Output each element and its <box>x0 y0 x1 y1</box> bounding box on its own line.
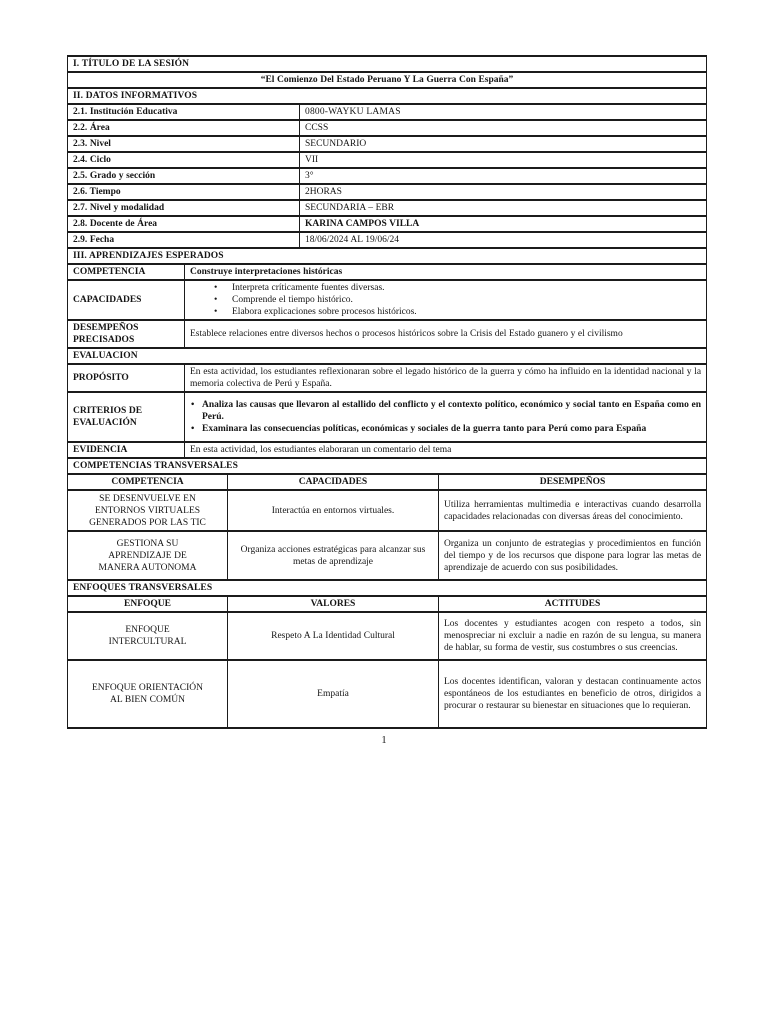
list-item <box>214 294 701 306</box>
column-header-valores: VALORES <box>228 596 439 612</box>
section-1-heading: I. TÍTULO DE LA SESIÓN <box>68 56 707 72</box>
column-header-competencia: COMPETENCIA <box>68 474 228 490</box>
fecha-value: 18/06/2024 AL 19/06/24 <box>300 232 707 248</box>
table-row <box>68 264 707 280</box>
table-row <box>68 168 707 184</box>
column-header-desempenos: DESEMPEÑOS <box>439 474 707 490</box>
tiempo-value: 2HORAS <box>300 184 707 200</box>
competencia-transversal-cell <box>68 490 228 531</box>
institucion-educativa-label: 2.1. Institución Educativa <box>68 104 300 120</box>
valores-cell: Empatía <box>228 660 439 728</box>
table-header-row <box>68 474 707 490</box>
criterios-evaluacion-label: CRITERIOS DE EVALUACIÓN <box>68 392 185 442</box>
enfoque-cell <box>68 612 228 660</box>
list-item <box>191 423 701 435</box>
table-row <box>68 136 707 152</box>
area-label: 2.2. Área <box>68 120 300 136</box>
table-row <box>68 392 707 442</box>
competencia-value: Construye interpretaciones históricas <box>185 264 707 280</box>
competencia-transversal-cell <box>68 531 228 580</box>
competencias-transversales-heading: COMPETENCIAS TRANSVERSALES <box>68 458 707 474</box>
bullet-icon: • <box>191 424 195 434</box>
institucion-educativa-value: 0800-WAYKU LAMAS <box>300 104 707 120</box>
actitudes-cell: Los docentes y estudiantes acogen con respeto a todos, sin menospreciar ni excluir a nadie en razón de su lengua, su manera de hablar, su forma de vestir, sus costumbres o sus creencias. <box>439 612 707 660</box>
criterios-item-text: Examinara las consecuencias políticas, económicas y sociales de la guerra tanto para Perú como para España <box>202 424 647 434</box>
table-row <box>68 490 707 531</box>
criterios-list <box>190 399 701 435</box>
grado-seccion-value: 3° <box>300 168 707 184</box>
column-header-actitudes: ACTITUDES <box>439 596 707 612</box>
bullet-icon: • <box>214 283 218 293</box>
table-row <box>68 120 707 136</box>
area-value: CCSS <box>300 120 707 136</box>
table-row <box>68 612 707 660</box>
nivel-modalidad-value: SECUNDARIA – EBR <box>300 200 707 216</box>
capacidades-cell <box>185 280 707 320</box>
enfoques-transversales-heading: ENFOQUES TRANSVERSALES <box>68 580 707 596</box>
desempeno-transversal-cell: Utiliza herramientas multimedia e interactivas cuando desarrolla capacidades relacionadas con diversas áreas del conocimiento. <box>439 490 707 531</box>
list-item <box>214 306 701 318</box>
column-header-capacidades: CAPACIDADES <box>228 474 439 490</box>
capacidad-transversal-cell: Interactúa en entornos virtuales. <box>228 490 439 531</box>
competencia-label: COMPETENCIA <box>68 264 185 280</box>
session-title: “El Comienzo Del Estado Peruano Y La Guerra Con España” <box>68 72 707 88</box>
competencia-transversal-text: SE DESENVUELVE EN ENTORNOS VIRTUALES GENERADOS POR LAS TIC <box>89 493 206 528</box>
table-row <box>68 200 707 216</box>
table-row <box>68 660 707 728</box>
criterios-item-text: Analiza las causas que llevaron al estallido del conflicto y el contexto político, económico y social tanto en España como en Perú. <box>202 400 702 422</box>
ciclo-label: 2.4. Ciclo <box>68 152 300 168</box>
evidencia-label: EVIDENCIA <box>68 442 185 458</box>
table-row <box>68 442 707 458</box>
table-header-row <box>68 596 707 612</box>
actitudes-cell: Los docentes identifican, valoran y destacan continuamente actos espontáneos de los estudiantes en beneficio de otros, dirigidos a procurar o restaurar su bienestar en situaciones que lo requieran. <box>439 660 707 728</box>
criterios-evaluacion-cell <box>185 392 707 442</box>
valores-cell: Respeto A La Identidad Cultural <box>228 612 439 660</box>
desempenos-precisados-value: Establece relaciones entre diversos hechos o procesos históricos sobre la Crisis del Estado guanero y el civilismo <box>185 320 707 348</box>
table-row <box>68 531 707 580</box>
proposito-value: En esta actividad, los estudiantes reflexionaran sobre el legado histórico de la guerra y cómo ha influido en la identidad nacional y la memoria colectiva de Perú y España. <box>185 364 707 392</box>
table-row <box>68 152 707 168</box>
ciclo-value: VII <box>300 152 707 168</box>
section-2-heading: II. DATOS INFORMATIVOS <box>68 88 707 104</box>
lesson-plan-table <box>67 55 707 729</box>
capacidades-item-text: Comprende el tiempo histórico. <box>232 295 353 305</box>
table-row <box>68 184 707 200</box>
table-row <box>68 104 707 120</box>
grado-seccion-label: 2.5. Grado y sección <box>68 168 300 184</box>
capacidades-item-text: Interpreta críticamente fuentes diversas. <box>232 283 385 293</box>
desempenos-precisados-label: DESEMPEÑOS PRECISADOS <box>68 320 185 348</box>
evidencia-value: En esta actividad, los estudiantes elaboraran un comentario del tema <box>185 442 707 458</box>
nivel-label: 2.3. Nivel <box>68 136 300 152</box>
bullet-icon: • <box>214 295 218 305</box>
capacidades-label: CAPACIDADES <box>68 280 185 320</box>
table-row <box>68 364 707 392</box>
capacidades-list <box>190 282 701 318</box>
enfoque-text: ENFOQUE INTERCULTURAL <box>108 625 187 647</box>
bullet-icon: • <box>191 400 195 410</box>
section-3-heading: III. APRENDIZAJES ESPERADOS <box>68 248 707 264</box>
enfoque-text: ENFOQUE ORIENTACIÓN AL BIEN COMÚN <box>91 683 204 705</box>
table-row <box>68 232 707 248</box>
proposito-label: PROPÓSITO <box>68 364 185 392</box>
page-number: 1 <box>381 735 387 746</box>
docente-value: KARINA CAMPOS VILLA <box>300 216 707 232</box>
table-row <box>68 320 707 348</box>
capacidad-transversal-cell: Organiza acciones estratégicas para alcanzar sus metas de aprendizaje <box>228 531 439 580</box>
enfoque-cell <box>68 660 228 728</box>
capacidades-item-text: Elabora explicaciones sobre procesos históricos. <box>232 307 417 317</box>
fecha-label: 2.9. Fecha <box>68 232 300 248</box>
evaluacion-heading: EVALUACION <box>68 348 707 364</box>
column-header-enfoque: ENFOQUE <box>68 596 228 612</box>
list-item <box>191 399 701 423</box>
nivel-modalidad-label: 2.7. Nivel y modalidad <box>68 200 300 216</box>
nivel-value: SECUNDARIO <box>300 136 707 152</box>
desempeno-transversal-cell: Organiza un conjunto de estrategias y procedimientos en función del tiempo y de los recursos que dispone para lograr las metas de aprendizaje de acuerdo con sus posibilidades. <box>439 531 707 580</box>
table-row <box>68 216 707 232</box>
list-item <box>214 282 701 294</box>
docente-label: 2.8. Docente de Área <box>68 216 300 232</box>
bullet-icon: • <box>214 307 218 317</box>
tiempo-label: 2.6. Tiempo <box>68 184 300 200</box>
competencia-transversal-text: GESTIONA SU APRENDIZAJE DE MANERA AUTONOMA <box>98 538 197 573</box>
table-row <box>68 280 707 320</box>
